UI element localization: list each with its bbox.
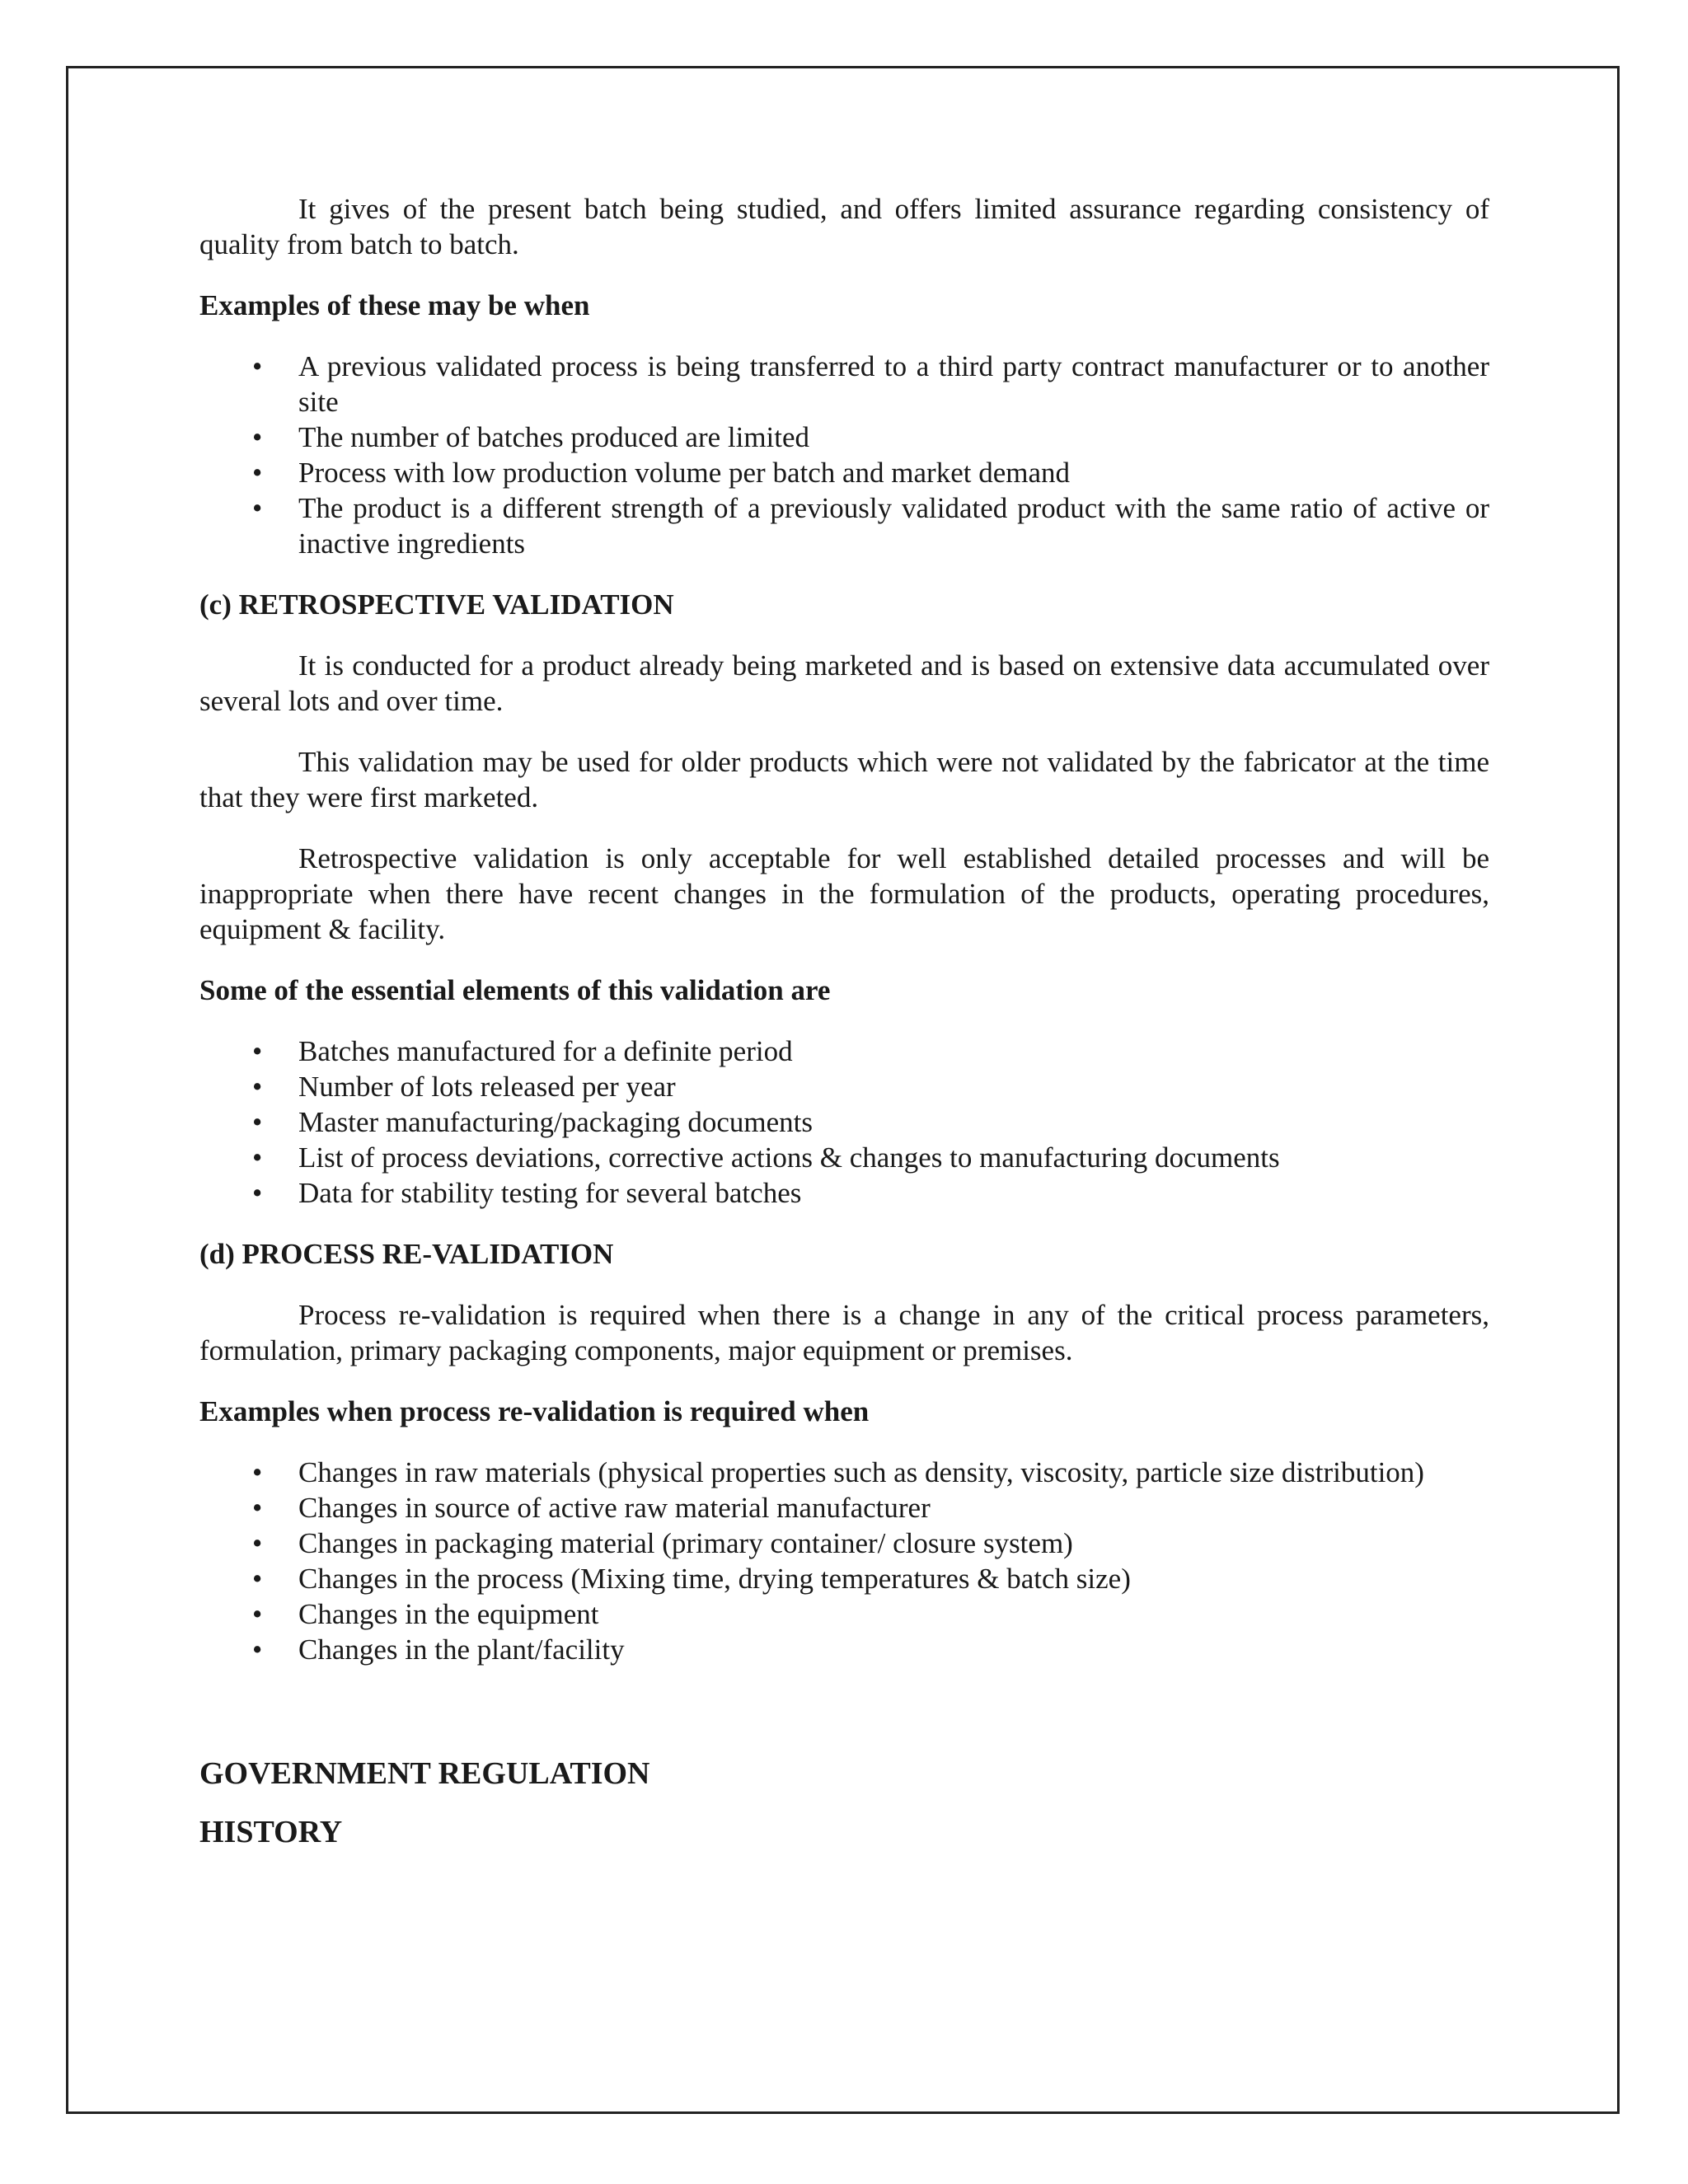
bullet-icon: • (252, 492, 263, 524)
bullet-icon: • (252, 1598, 263, 1630)
bullet-icon: • (252, 1456, 263, 1488)
bullet-icon: • (252, 1106, 263, 1138)
list-item: • List of process deviations, corrective actions & changes to manufacturing documents (252, 1141, 1280, 1174)
list-item: • Changes in raw materials (physical properties such as density, viscosity, particle size distribution) (252, 1456, 1424, 1488)
list-item: • The product is a different strength of a previously validated product with the same ratio of active or inactive ingredients (252, 492, 1489, 560)
list-item: • The number of batches produced are limited (252, 421, 810, 453)
list-item: • Batches manufactured for a definite period (252, 1035, 793, 1067)
paragraph-revalidation: Process re-validation is required when there is a change in any of the critical process parameters, formulation, primary packaging components, major equipment or premises. (199, 1299, 1489, 1366)
bullet-icon: • (252, 350, 263, 382)
paragraph-retrospective-3: Retrospective validation is only acceptable for well established detailed processes and will be inappropriate when there have recent changes in the formulation of the products, operating procedures, equipment & facility. (199, 842, 1489, 945)
document-body (199, 191, 1489, 1850)
bullet-icon: • (252, 1071, 263, 1103)
heading-examples: Examples of these may be when (199, 289, 590, 321)
bullet-icon: • (252, 457, 263, 489)
list-item: • Data for stability testing for several batches (252, 1177, 802, 1209)
heading-history: HISTORY (199, 1815, 343, 1849)
list-item: • Changes in the plant/facility (252, 1633, 625, 1666)
heading-government-regulation: GOVERNMENT REGULATION (199, 1756, 650, 1791)
list-examples (199, 349, 1489, 561)
list-item: • Process with low production volume per batch and market demand (252, 457, 1071, 489)
list-item: • Changes in packaging material (primary container/ closure system) (252, 1527, 1073, 1559)
heading-process-revalidation: (d) PROCESS RE-VALIDATION (199, 1238, 614, 1270)
list-item: • Changes in the process (Mixing time, drying temperatures & batch size) (252, 1563, 1131, 1595)
heading-retrospective-validation: (c) RETROSPECTIVE VALIDATION (199, 588, 674, 621)
bullet-icon: • (252, 1633, 263, 1666)
list-item: • Master manufacturing/packaging documents (252, 1106, 813, 1138)
bullet-icon: • (252, 1563, 263, 1595)
bullet-icon: • (252, 1527, 263, 1559)
bullet-icon: • (252, 1035, 263, 1067)
list-item: • Changes in source of active raw material manufacturer (252, 1492, 931, 1524)
list-revalidation-examples (199, 1455, 1489, 1667)
heading-essential-elements: Some of the essential elements of this validation are (199, 974, 831, 1006)
bullet-icon: • (252, 421, 263, 453)
bullet-icon: • (252, 1141, 263, 1174)
paragraph-batch-assurance: It gives of the present batch being studied, and offers limited assurance regarding consistency of quality from batch to batch. (199, 193, 1489, 260)
bullet-icon: • (252, 1177, 263, 1209)
list-essential-elements (199, 1033, 1489, 1211)
list-item: • Number of lots released per year (252, 1071, 676, 1103)
heading-revalidation-examples: Examples when process re-validation is required when (199, 1395, 870, 1427)
list-item: • A previous validated process is being transferred to a third party contract manufacturer or to another site (252, 350, 1489, 418)
paragraph-retrospective-1: It is conducted for a product already being marketed and is based on extensive data accumulated over several lots and over time. (199, 649, 1489, 717)
list-item: • Changes in the equipment (252, 1598, 599, 1630)
paragraph-retrospective-2: This validation may be used for older products which were not validated by the fabricator at the time that they were first marketed. (199, 746, 1489, 813)
bullet-icon: • (252, 1492, 263, 1524)
